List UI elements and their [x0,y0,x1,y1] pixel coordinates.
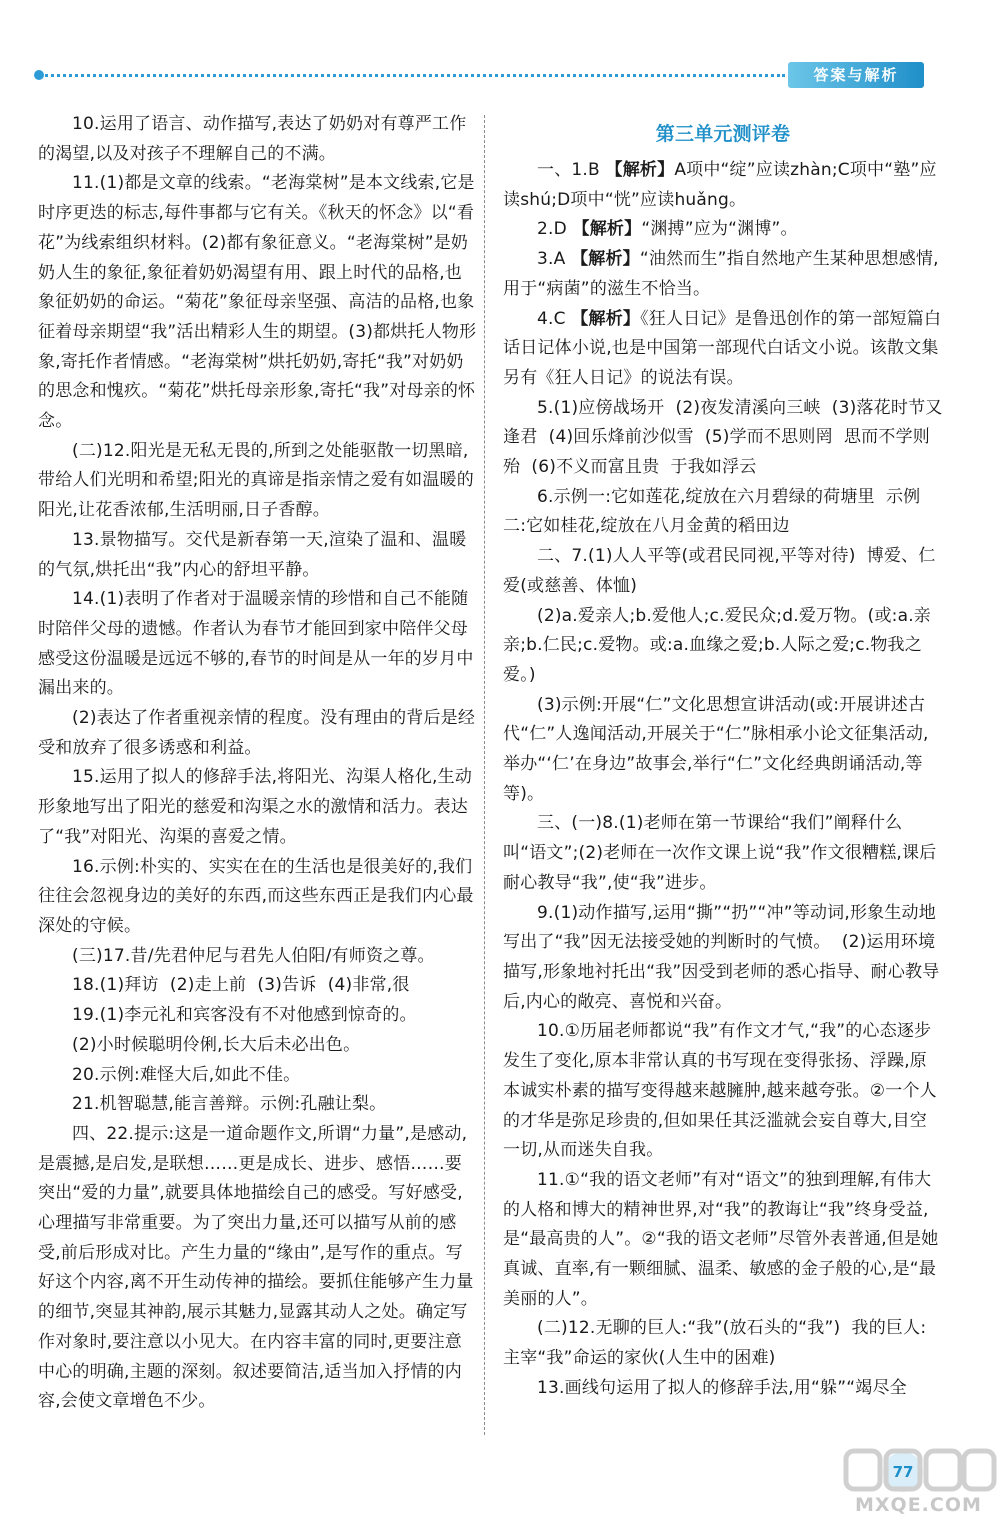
header-dotted-rule [40,74,785,77]
answer-paragraph: 11.(1)都是文章的线索。“老海棠树”是本文线索,它是时序更迭的标志,每件事都与它有关。《秋天的怀念》以“看花”为线索组织材料。(2)都有象征意义。“老海棠树”是奶奶人生的象征,象征着奶奶渴望有用、跟上时代的品格,也象征奶奶的命运。“菊花”象征母亲坚强、高洁的品格,也象征着母亲期望“我”活出精彩人生的期望。(3)都烘托人物形象,寄托作者情感。“老海棠树”烘托奶奶,寄托“我”对奶奶的思念和愧疚。“菊花”烘托母亲形象,寄托“我”对母亲的怀念。 [38,173,477,432]
unit-test-title: 第三单元测评卷 [655,123,791,145]
answer-text: 9.(1)动作描写,运用“撕”“扔”“冲”等动词,形象生动地写出了“我”因无法接受她的判断时的气愤。 (2)运用环境描写,形象地衬托出“我”因受到老师的悉心指导、耐心教导后,内心的敞亮、喜悦和兴奋。 [503,902,940,1012]
analysis-tag: 【解析】 [571,249,640,270]
answer-paragraph [503,542,943,601]
left-column [38,110,478,1417]
answer-paragraph [503,483,943,542]
answer-paragraph: 10.运用了语言、动作描写,表达了奶奶对有尊严工作的渴望,以及对孩子不理解自己的不满。 [38,114,467,164]
answer-paragraph: 20.示例:难怪大后,如此不佳。 [72,1064,301,1085]
page-number: 77 [883,1452,923,1492]
answer-text: “油然而生”指自然地产生某种思想感情,用于“病菌”的滋生不恰当。 [503,249,939,299]
answer-text: (3)示例:开展“仁”文化思想宣讲活动(或:开展讲述古代“仁”人逸闻活动,开展关于“仁”脉相承小论文征集活动,举办“‘仁’在身边”故事会,举行“仁”文化经典朗诵活动,等等)。 [503,694,929,804]
answer-paragraph: 14.(1)表明了作者对于温暖亲情的珍惜和自己不能随时陪伴父母的遗憾。作者认为春节才能回到家中陪伴父母感受这份温暖是远远不够的,春节的时间是从一年的岁月中漏出来的。 [38,589,474,699]
answer-paragraph [503,809,943,898]
answer-paragraph [503,1374,943,1404]
answer-paragraph: 18.(1)拜访 (2)走上前 (3)告诉 (4)非常,很 [72,975,410,996]
answer-paragraph: 15.运用了拟人的修辞手法,将阳光、沟渠人格化,生动形象地写出了阳光的慈爱和沟渠之水的激情和活力。表达了“我”对阳光、沟渠的喜爱之情。 [38,767,473,847]
answer-text: 《狂人日记》是鲁迅创作的第一部短篇白话日记体小说,也是中国第一部现代白话文小说。该散文集另有《狂人日记》的说法有误。 [503,308,942,388]
answer-text: 三、(一)8.(1)老师在第一节课给“我们”阐释什么叫“语文”;(2)老师在一次作文课上说“我”作文很糟糕,课后耐心教导“我”,使“我”进步。 [503,813,937,893]
answer-paragraph [503,305,943,394]
answer-paragraph: 13.景物描写。交代是新春第一天,渲染了温和、温暖的气氛,烘托出“我”内心的舒坦平静。 [38,529,467,580]
answer-paragraph [503,602,943,691]
answer-key: 3.A [537,249,572,270]
answer-text: 10.①历届老师都说“我”有作文才气,“我”的心态逐步发生了变化,原本非常认真的书写现在变得张扬、浮躁,原本诚实朴素的描写变得越来越臃肿,越来越夸张。②一个人的才华是弥足珍贵的,但如果任其泛滥就会妄自尊大,目空一切,从而迷失自我。 [503,1021,937,1161]
answer-paragraph [503,899,943,1018]
answer-text: 二、7.(1)人人平等(或君民同视,平等对待) 博爱、仁爱(或慈善、体恤) [503,546,936,596]
answer-text: 6.示例一:它如莲花,绽放在六月碧绿的荷塘里 示例二:它如桂花,绽放在八月金黄的稻田边 [503,486,921,537]
answer-paragraph: (三)17.昔/先君仲尼与君先人伯阳/有师资之尊。 [72,945,435,966]
answer-paragraph: 16.示例:朴实的、实实在在的生活也是很美好的,我们往往会忽视身边的美好的东西,而这些东西正是我们内心最深处的守候。 [38,856,474,936]
answer-text: 13.画线句运用了拟人的修辞手法,用“躲”“竭尽全 [537,1377,907,1398]
answer-text: 5.(1)应傍战场开 (2)夜发清溪向三峡 (3)落花时节又逢君 (4)回乐烽前沙似雪 (5)学而不思则罔 思而不学则殆 (6)不义而富且贵 于我如浮云 [503,397,943,478]
answer-key: 2.D [537,219,573,240]
analysis-tag: 【解析】 [605,160,675,180]
answer-paragraph: 21.机智聪慧,能言善辩。示例:孔融让梨。 [72,1094,387,1115]
answer-key: 4.C [537,308,572,329]
column-divider [484,115,485,1435]
answer-text: 11.①“我的语文老师”有对“语文”的独到理解,有伟大的人格和博大的精神世界,对“我”的教诲让“我”终身受益,是“最高贵的人”。②“我的语文老师”尽管外表普通,但是她真诚、直率,有一颗细腻、温柔、敏感的金子般的心,是“最美丽的人”。 [503,1169,939,1309]
answer-list [503,156,943,1404]
answer-text: “渊搏”应为“渊博”。 [641,219,798,240]
answer-paragraph: (2)小时候聪明伶俐,长大后未必出色。 [72,1034,361,1055]
answer-paragraph [503,245,943,304]
answer-paragraph [503,1314,943,1373]
answer-text: (二)12.无聊的巨人:“我”(放石头的“我”) 我的巨人:主宰“我”命运的家伙(人生中的困难) [503,1318,927,1369]
answer-paragraph [503,1166,943,1315]
right-column [503,110,943,1404]
section-badge: 答案与解析 [788,62,924,88]
answer-paragraph [503,215,943,245]
answer-paragraph [503,156,943,215]
answer-key: 一、1.B [537,160,606,180]
analysis-tag: 【解析】 [572,219,642,240]
answer-text: (2)a.爱亲人;b.爱他人;c.爱民众;d.爱万物。(或:a.亲亲;b.仁民;c.爱物。或:a.血缘之爱;b.人际之爱;c.物我之爱。) [503,605,932,685]
answer-text: A项中“绽”应读zhàn;C项中“塾”应读shú;D项中“恍”应读huǎng。 [503,160,937,210]
answer-paragraph [503,394,943,483]
answer-paragraph: 19.(1)李元礼和宾客没有不对他感到惊奇的。 [72,1005,417,1026]
answer-paragraph [503,691,943,810]
answer-paragraph: (二)12.阳光是无私无畏的,所到之处能驱散一切黑暗,带给人们光明和希望;阳光的真谛是指亲情之爱有如温暖的阳光,让花香浓郁,生活明丽,日子香醇。 [38,440,474,521]
answer-paragraph: (2)表达了作者重视亲情的程度。没有理由的背后是经受和放弃了很多诱惑和利益。 [38,708,476,758]
analysis-tag: 【解析】 [571,308,641,329]
answer-paragraph: 四、22.提示:这是一道命题作文,所谓“力量”,是感动,是震撼,是启发,是联想……更是成长、进步、感悟……要突出“爱的力量”,就要具体地描绘自己的感受。写好感受,心理描写非常重要。为了突出力量,还可以描写从前的感受,前后形成对比。产生力量的“缘由”,是写作的重点。写好这个内容,离不开生动传神的描绘。要抓住能够产生力量的细节,突显其神韵,展示其魅力,显露其动人之处。确定写作对象时,要注意以小见大。在内容丰富的同时,更要注意中心的明确,主题的深刻。叙述要简洁,适当加入抒情的内容,会使文章增色不少。 [38,1123,474,1412]
watermark-text: MXQE.COM [855,1494,982,1516]
answer-paragraph [503,1017,943,1166]
